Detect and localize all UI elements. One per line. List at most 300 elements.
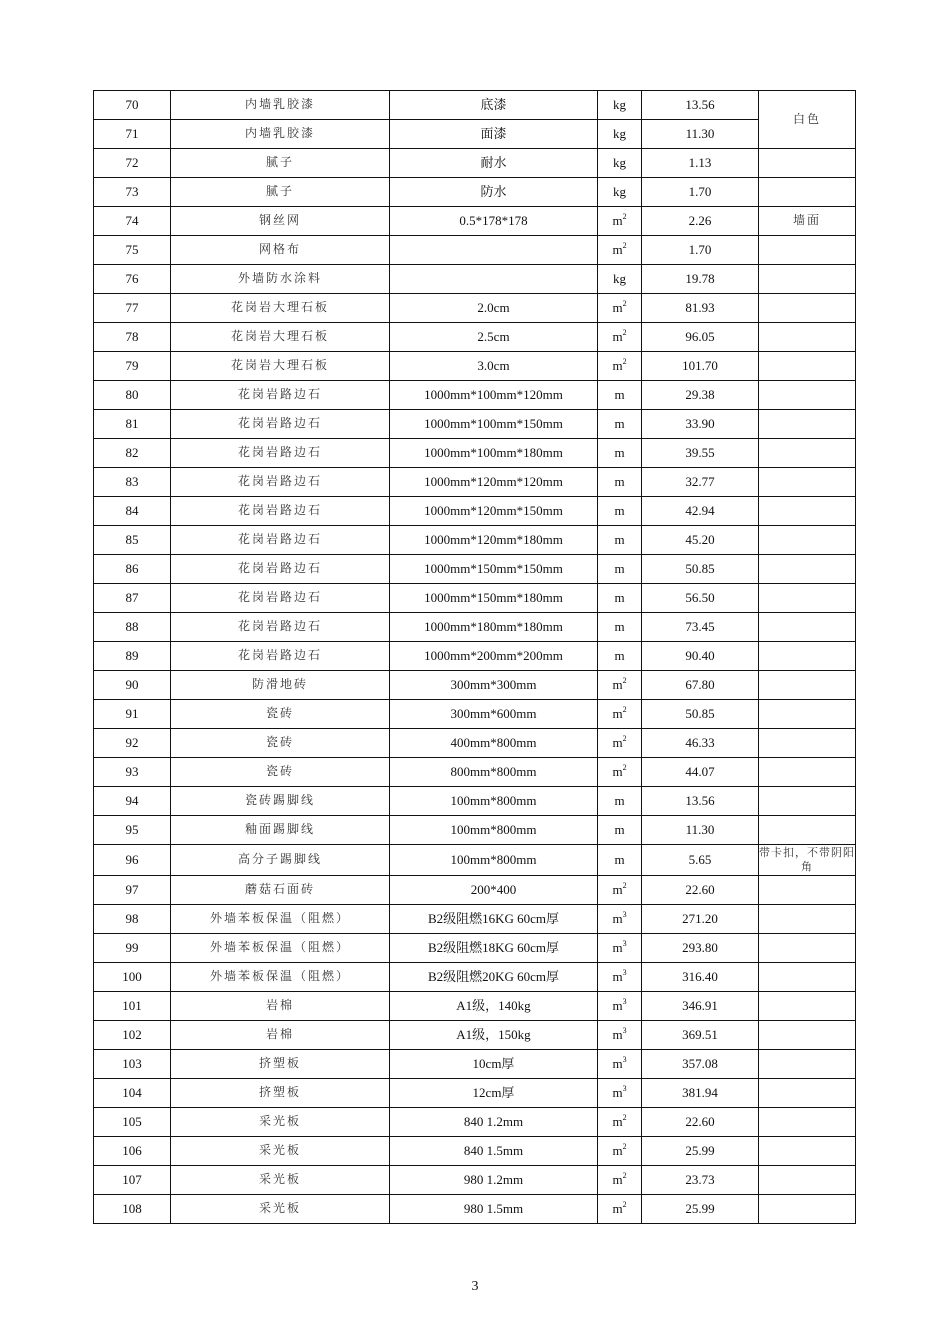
price-cell: 1.70	[642, 236, 759, 265]
specification-cell: 0.5*178*178	[390, 207, 598, 236]
unit-text: m	[612, 676, 623, 692]
remark-cell	[759, 934, 856, 963]
row-number-cell: 76	[94, 265, 171, 294]
remark-cell	[759, 1166, 856, 1195]
row-number-cell: 85	[94, 526, 171, 555]
material-name-cell: 岩棉	[171, 992, 390, 1021]
unit-cell	[598, 555, 642, 584]
price-cell: 42.94	[642, 497, 759, 526]
row-number-cell: 83	[94, 468, 171, 497]
price-cell: 13.56	[642, 787, 759, 816]
price-cell: 56.50	[642, 584, 759, 613]
price-cell: 50.85	[642, 700, 759, 729]
table-row	[94, 1166, 856, 1195]
price-cell: 90.40	[642, 642, 759, 671]
specification-cell: 防水	[390, 178, 598, 207]
price-cell: 11.30	[642, 816, 759, 845]
specification-cell: 1000mm*100mm*120mm	[390, 381, 598, 410]
price-cell: 22.60	[642, 1108, 759, 1137]
specification-cell: A1级，150kg	[390, 1021, 598, 1050]
unit-cell	[598, 992, 642, 1021]
material-name-cell: 花岗岩路边石	[171, 584, 390, 613]
table-row	[94, 1079, 856, 1108]
table-row	[94, 178, 856, 207]
material-name-cell: 采光板	[171, 1108, 390, 1137]
unit-text: kg	[613, 183, 626, 199]
table-row	[94, 1050, 856, 1079]
row-number-cell: 70	[94, 91, 171, 120]
unit-exponent: 2	[622, 733, 627, 743]
table-row	[94, 207, 856, 236]
remark-cell: 白色	[759, 91, 856, 149]
material-name-cell: 花岗岩路边石	[171, 468, 390, 497]
specification-cell: 400mm*800mm	[390, 729, 598, 758]
table-body	[94, 91, 856, 1224]
material-name-cell: 花岗岩路边石	[171, 497, 390, 526]
material-name-cell: 内墙乳胶漆	[171, 120, 390, 149]
page-number: 3	[471, 1279, 479, 1294]
remark-cell	[759, 468, 856, 497]
remark-cell	[759, 671, 856, 700]
remark-cell	[759, 236, 856, 265]
row-number-cell: 89	[94, 642, 171, 671]
remark-cell	[759, 905, 856, 934]
specification-cell: 1000mm*120mm*150mm	[390, 497, 598, 526]
row-number-cell: 91	[94, 700, 171, 729]
material-name-cell: 挤塑板	[171, 1050, 390, 1079]
unit-cell	[598, 120, 642, 149]
material-name-cell: 花岗岩路边石	[171, 439, 390, 468]
row-number-cell: 80	[94, 381, 171, 410]
specification-cell: 200*400	[390, 876, 598, 905]
specification-cell: 1000mm*150mm*150mm	[390, 555, 598, 584]
unit-text: m	[612, 328, 623, 344]
row-number-cell: 87	[94, 584, 171, 613]
unit-text: m	[612, 1084, 623, 1100]
table-row	[94, 992, 856, 1021]
unit-exponent: 3	[622, 909, 627, 919]
table-row	[94, 439, 856, 468]
unit-text: m	[614, 792, 625, 808]
remark-cell: 带卡扣，不带阴阳角	[759, 845, 856, 876]
table-row	[94, 410, 856, 439]
unit-cell	[598, 1137, 642, 1166]
table-row	[94, 613, 856, 642]
unit-text: m	[612, 1055, 623, 1071]
remark-cell: 墙面	[759, 207, 856, 236]
specification-cell	[390, 265, 598, 294]
specification-cell	[390, 236, 598, 265]
row-number-cell: 74	[94, 207, 171, 236]
remark-cell	[759, 497, 856, 526]
remark-cell	[759, 1195, 856, 1224]
row-number-cell: 78	[94, 323, 171, 352]
remark-cell	[759, 642, 856, 671]
unit-cell	[598, 642, 642, 671]
specification-cell: 1000mm*100mm*150mm	[390, 410, 598, 439]
table-row	[94, 497, 856, 526]
unit-cell	[598, 207, 642, 236]
remark-cell	[759, 787, 856, 816]
row-number-cell: 71	[94, 120, 171, 149]
row-number-cell: 97	[94, 876, 171, 905]
unit-exponent: 2	[622, 240, 627, 250]
remark-cell	[759, 149, 856, 178]
unit-exponent: 2	[622, 356, 627, 366]
unit-exponent: 2	[622, 880, 627, 890]
material-name-cell: 内墙乳胶漆	[171, 91, 390, 120]
material-name-cell: 岩棉	[171, 1021, 390, 1050]
material-name-cell: 防滑地砖	[171, 671, 390, 700]
unit-text: m	[614, 589, 625, 605]
unit-exponent: 2	[622, 1170, 627, 1180]
table-row	[94, 642, 856, 671]
unit-cell	[598, 1050, 642, 1079]
material-name-cell: 挤塑板	[171, 1079, 390, 1108]
table-row	[94, 963, 856, 992]
unit-text: m	[612, 939, 623, 955]
material-name-cell: 采光板	[171, 1137, 390, 1166]
remark-cell	[759, 381, 856, 410]
table-row	[94, 555, 856, 584]
unit-cell	[598, 91, 642, 120]
unit-exponent: 3	[622, 1083, 627, 1093]
row-number-cell: 104	[94, 1079, 171, 1108]
remark-cell	[759, 816, 856, 845]
remark-cell	[759, 1021, 856, 1050]
material-name-cell: 采光板	[171, 1195, 390, 1224]
price-cell: 44.07	[642, 758, 759, 787]
specification-cell: B2级阻燃16KG 60cm厚	[390, 905, 598, 934]
price-cell: 293.80	[642, 934, 759, 963]
unit-exponent: 2	[622, 1141, 627, 1151]
price-cell: 67.80	[642, 671, 759, 700]
row-number-cell: 105	[94, 1108, 171, 1137]
unit-text: kg	[613, 125, 626, 141]
remark-cell	[759, 963, 856, 992]
material-name-cell: 瓷砖踢脚线	[171, 787, 390, 816]
unit-exponent: 2	[622, 211, 627, 221]
remark-cell	[759, 613, 856, 642]
remark-cell	[759, 992, 856, 1021]
table-row	[94, 1137, 856, 1166]
material-name-cell: 采光板	[171, 1166, 390, 1195]
unit-text: m	[614, 618, 625, 634]
remark-cell	[759, 584, 856, 613]
unit-cell	[598, 845, 642, 876]
table-row	[94, 876, 856, 905]
table-row	[94, 265, 856, 294]
specification-cell: B2级阻燃18KG 60cm厚	[390, 934, 598, 963]
table-row	[94, 352, 856, 381]
unit-cell	[598, 671, 642, 700]
unit-exponent: 3	[622, 996, 627, 1006]
material-name-cell: 外墙苯板保温（阻燃）	[171, 934, 390, 963]
price-cell: 23.73	[642, 1166, 759, 1195]
unit-text: m	[614, 502, 625, 518]
materials-price-table	[93, 90, 856, 1224]
specification-cell: 1000mm*180mm*180mm	[390, 613, 598, 642]
material-name-cell: 花岗岩路边石	[171, 526, 390, 555]
unit-cell	[598, 876, 642, 905]
specification-cell: 300mm*300mm	[390, 671, 598, 700]
price-cell: 45.20	[642, 526, 759, 555]
table-row	[94, 236, 856, 265]
unit-cell	[598, 468, 642, 497]
specification-cell: 1000mm*200mm*200mm	[390, 642, 598, 671]
unit-exponent: 3	[622, 967, 627, 977]
material-name-cell: 瓷砖	[171, 700, 390, 729]
table-row	[94, 381, 856, 410]
material-name-cell: 外墙防水涂料	[171, 265, 390, 294]
unit-cell	[598, 1108, 642, 1137]
unit-exponent: 3	[622, 1054, 627, 1064]
unit-cell	[598, 700, 642, 729]
specification-cell: 1000mm*100mm*180mm	[390, 439, 598, 468]
table-row	[94, 787, 856, 816]
remark-cell	[759, 555, 856, 584]
price-cell: 5.65	[642, 845, 759, 876]
unit-text: m	[612, 968, 623, 984]
unit-text: m	[612, 1142, 623, 1158]
unit-cell	[598, 905, 642, 934]
row-number-cell: 101	[94, 992, 171, 1021]
unit-cell	[598, 787, 642, 816]
row-number-cell: 88	[94, 613, 171, 642]
price-cell: 346.91	[642, 992, 759, 1021]
unit-text: m	[612, 763, 623, 779]
remark-cell	[759, 526, 856, 555]
remark-cell	[759, 1050, 856, 1079]
remark-cell	[759, 1079, 856, 1108]
unit-cell	[598, 439, 642, 468]
unit-cell	[598, 1079, 642, 1108]
table-row	[94, 816, 856, 845]
row-number-cell: 108	[94, 1195, 171, 1224]
price-cell: 46.33	[642, 729, 759, 758]
specification-cell: 100mm*800mm	[390, 816, 598, 845]
row-number-cell: 79	[94, 352, 171, 381]
row-number-cell: 98	[94, 905, 171, 934]
specification-cell: 12cm厚	[390, 1079, 598, 1108]
price-cell: 13.56	[642, 91, 759, 120]
unit-cell	[598, 294, 642, 323]
table-row	[94, 700, 856, 729]
table-row	[94, 934, 856, 963]
material-name-cell: 高分子踢脚线	[171, 845, 390, 876]
material-name-cell: 腻子	[171, 149, 390, 178]
unit-text: m	[614, 560, 625, 576]
material-name-cell: 花岗岩大理石板	[171, 352, 390, 381]
row-number-cell: 82	[94, 439, 171, 468]
remark-cell	[759, 352, 856, 381]
row-number-cell: 73	[94, 178, 171, 207]
row-number-cell: 93	[94, 758, 171, 787]
unit-exponent: 2	[622, 675, 627, 685]
unit-text: kg	[613, 270, 626, 286]
remark-cell	[759, 758, 856, 787]
unit-exponent: 2	[622, 298, 627, 308]
row-number-cell: 90	[94, 671, 171, 700]
unit-exponent: 2	[622, 762, 627, 772]
material-name-cell: 腻子	[171, 178, 390, 207]
price-cell: 32.77	[642, 468, 759, 497]
price-cell: 96.05	[642, 323, 759, 352]
unit-exponent: 3	[622, 1025, 627, 1035]
unit-text: m	[612, 357, 623, 373]
price-cell: 381.94	[642, 1079, 759, 1108]
row-number-cell: 95	[94, 816, 171, 845]
specification-cell: 面漆	[390, 120, 598, 149]
row-number-cell: 75	[94, 236, 171, 265]
unit-cell	[598, 149, 642, 178]
row-number-cell: 86	[94, 555, 171, 584]
unit-text: m	[614, 415, 625, 431]
remark-cell	[759, 729, 856, 758]
unit-cell	[598, 584, 642, 613]
unit-cell	[598, 323, 642, 352]
unit-text: m	[612, 1200, 623, 1216]
material-name-cell: 钢丝网	[171, 207, 390, 236]
unit-text: m	[612, 241, 623, 257]
unit-text: m	[614, 821, 625, 837]
unit-text: m	[612, 1113, 623, 1129]
table-row	[94, 584, 856, 613]
price-cell: 22.60	[642, 876, 759, 905]
table-row	[94, 758, 856, 787]
unit-cell	[598, 236, 642, 265]
unit-cell	[598, 816, 642, 845]
row-number-cell: 94	[94, 787, 171, 816]
price-cell: 19.78	[642, 265, 759, 294]
specification-cell: 100mm*800mm	[390, 845, 598, 876]
unit-text: kg	[613, 96, 626, 112]
specification-cell: 100mm*800mm	[390, 787, 598, 816]
price-cell: 271.20	[642, 905, 759, 934]
specification-cell: 800mm*800mm	[390, 758, 598, 787]
material-name-cell: 瓷砖	[171, 729, 390, 758]
unit-cell	[598, 1021, 642, 1050]
unit-exponent: 2	[622, 704, 627, 714]
table-row	[94, 120, 856, 149]
unit-text: m	[612, 1171, 623, 1187]
specification-cell: A1级，140kg	[390, 992, 598, 1021]
unit-text: m	[612, 705, 623, 721]
unit-text: m	[612, 212, 623, 228]
unit-cell	[598, 178, 642, 207]
table-row	[94, 1108, 856, 1137]
remark-cell	[759, 294, 856, 323]
price-cell: 33.90	[642, 410, 759, 439]
unit-text: m	[614, 386, 625, 402]
unit-text: m	[614, 473, 625, 489]
material-name-cell: 花岗岩路边石	[171, 555, 390, 584]
table-row	[94, 323, 856, 352]
unit-exponent: 3	[622, 938, 627, 948]
price-cell: 81.93	[642, 294, 759, 323]
specification-cell: 3.0cm	[390, 352, 598, 381]
material-name-cell: 花岗岩路边石	[171, 642, 390, 671]
unit-cell	[598, 381, 642, 410]
specification-cell: B2级阻燃20KG 60cm厚	[390, 963, 598, 992]
table-row	[94, 294, 856, 323]
row-number-cell: 100	[94, 963, 171, 992]
price-cell: 50.85	[642, 555, 759, 584]
table-row	[94, 149, 856, 178]
remark-cell	[759, 265, 856, 294]
row-number-cell: 107	[94, 1166, 171, 1195]
specification-cell: 1000mm*120mm*180mm	[390, 526, 598, 555]
unit-text: m	[612, 997, 623, 1013]
price-cell: 101.70	[642, 352, 759, 381]
unit-text: m	[612, 910, 623, 926]
price-cell: 1.70	[642, 178, 759, 207]
specification-cell: 10cm厚	[390, 1050, 598, 1079]
row-number-cell: 77	[94, 294, 171, 323]
material-name-cell: 网格布	[171, 236, 390, 265]
unit-text: m	[614, 531, 625, 547]
remark-cell	[759, 410, 856, 439]
table-row	[94, 1021, 856, 1050]
unit-cell	[598, 758, 642, 787]
material-name-cell: 釉面踢脚线	[171, 816, 390, 845]
row-number-cell: 106	[94, 1137, 171, 1166]
row-number-cell: 103	[94, 1050, 171, 1079]
price-cell: 29.38	[642, 381, 759, 410]
unit-cell	[598, 497, 642, 526]
material-name-cell: 外墙苯板保温（阻燃）	[171, 905, 390, 934]
row-number-cell: 84	[94, 497, 171, 526]
unit-cell	[598, 613, 642, 642]
price-cell: 369.51	[642, 1021, 759, 1050]
specification-cell: 耐水	[390, 149, 598, 178]
material-name-cell: 花岗岩大理石板	[171, 294, 390, 323]
unit-cell	[598, 410, 642, 439]
row-number-cell: 96	[94, 845, 171, 876]
unit-text: m	[614, 647, 625, 663]
price-cell: 1.13	[642, 149, 759, 178]
row-number-cell: 81	[94, 410, 171, 439]
remark-cell	[759, 700, 856, 729]
remark-cell	[759, 323, 856, 352]
price-cell: 2.26	[642, 207, 759, 236]
specification-cell: 840 1.5mm	[390, 1137, 598, 1166]
specification-cell: 840 1.2mm	[390, 1108, 598, 1137]
specification-cell: 2.5cm	[390, 323, 598, 352]
remark-cell	[759, 439, 856, 468]
unit-text: m	[612, 299, 623, 315]
table-row	[94, 845, 856, 876]
unit-cell	[598, 352, 642, 381]
row-number-cell: 92	[94, 729, 171, 758]
remark-cell	[759, 178, 856, 207]
specification-cell: 980 1.5mm	[390, 1195, 598, 1224]
table-row	[94, 91, 856, 120]
price-cell: 357.08	[642, 1050, 759, 1079]
unit-exponent: 2	[622, 327, 627, 337]
specification-cell: 980 1.2mm	[390, 1166, 598, 1195]
price-cell: 11.30	[642, 120, 759, 149]
specification-cell: 1000mm*120mm*120mm	[390, 468, 598, 497]
unit-cell	[598, 1166, 642, 1195]
unit-exponent: 2	[622, 1199, 627, 1209]
unit-cell	[598, 934, 642, 963]
unit-cell	[598, 963, 642, 992]
remark-cell	[759, 876, 856, 905]
material-name-cell: 蘑菇石面砖	[171, 876, 390, 905]
table-row	[94, 1195, 856, 1224]
table-row	[94, 671, 856, 700]
